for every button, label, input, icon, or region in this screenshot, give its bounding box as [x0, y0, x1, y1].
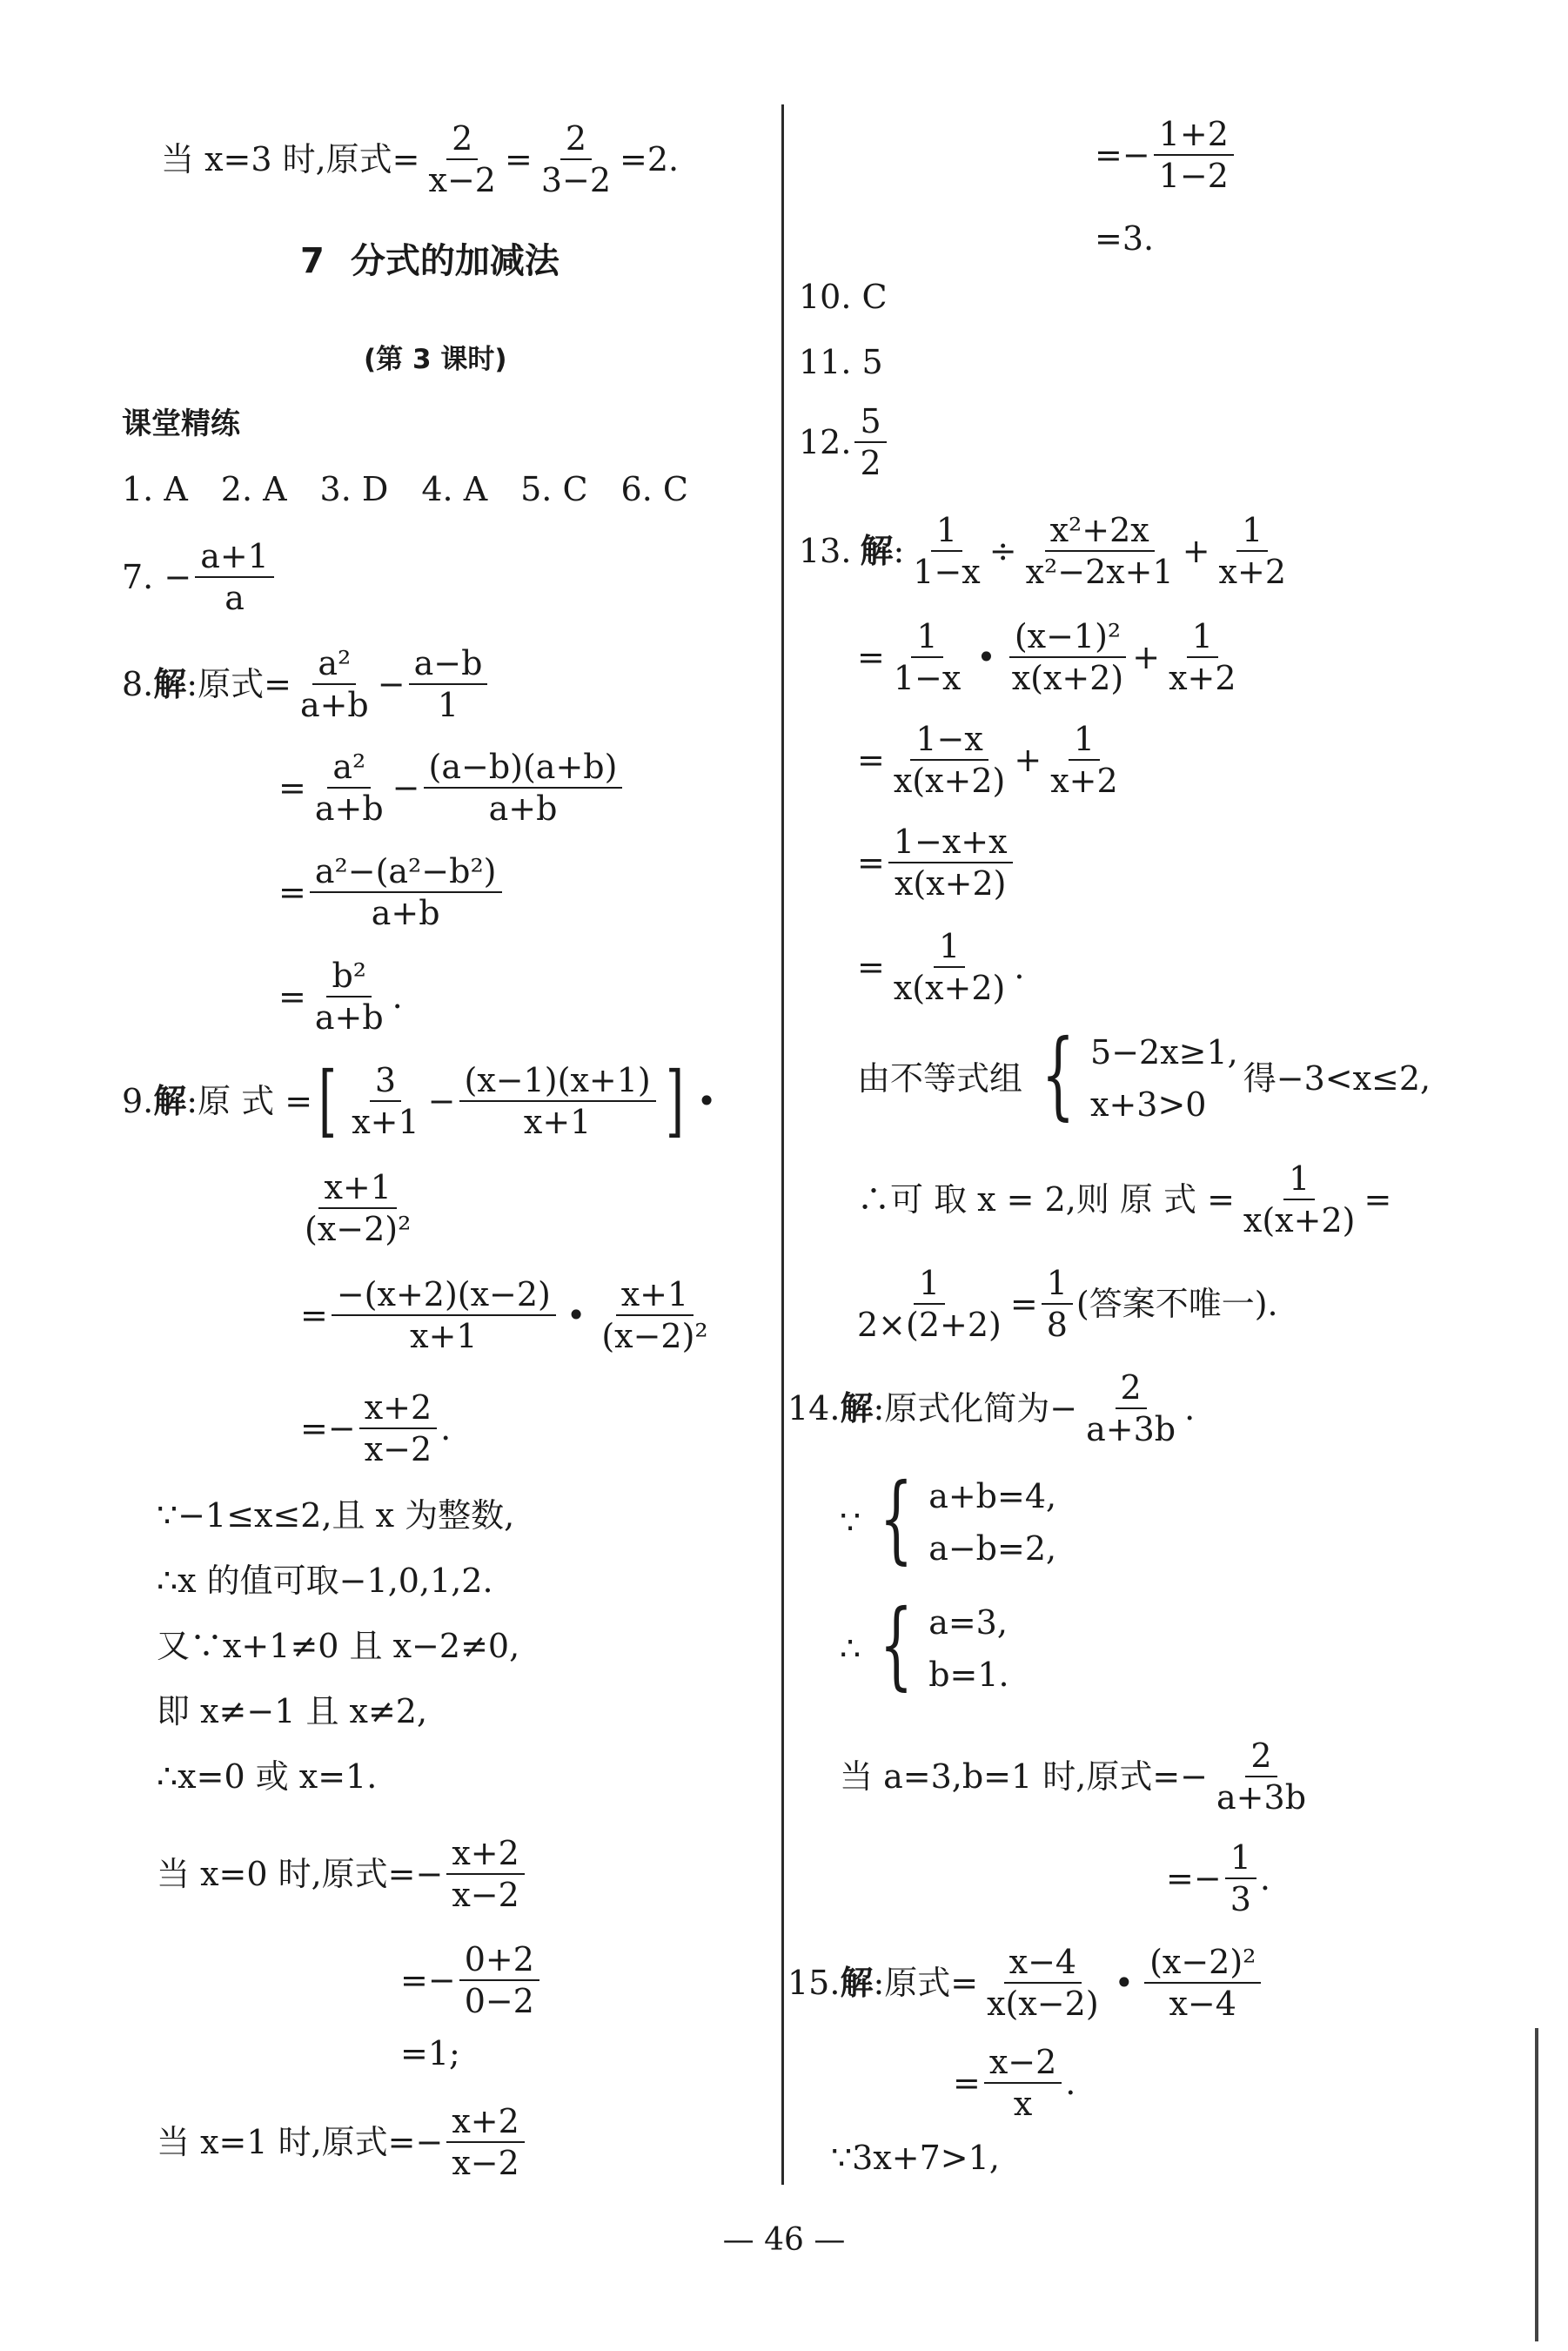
fraction: $\frac{2}{3-2}$ [540, 119, 612, 199]
q14-line-5: =− $\frac{1}{3}$ . [1166, 1838, 1270, 1918]
q8-line-4: = $\frac{\text{b²}}{a+b}$ . [278, 957, 403, 1037]
q8-line-2: = $\frac{\text{a²}}{a+b}$ − $\frac{(a-b)(a+b)}{a+b}$ [278, 750, 626, 825]
q9-case-3: =1; [400, 2034, 460, 2072]
q-prev-conclusion: 当 x=3 时,原式= $\frac{2}{x-2}$ = $\frac{2}{3-2}$ =2. [161, 119, 680, 199]
q9-line-3: = $\frac{-(x+2)(x-2)}{x+1}$ • $\frac{x+1}{\text{(x−2)²}}$ [300, 1278, 717, 1353]
fraction: $\frac{1}{x(x+2)}$ [893, 927, 1006, 1007]
fraction: $\frac{x+1}{\text{(x−2)²}}$ [601, 1275, 708, 1355]
q12-answer: 12. $\frac{5}{2}$ [799, 405, 890, 480]
fraction: $\frac{0+2}{0-2}$ [459, 1943, 539, 2018]
scan-edge-mark [1535, 2028, 1538, 2341]
q14-system-1: ∵ { a+b=4, a−b=2, [840, 1462, 1057, 1574]
q9-case-2: =− $\frac{0+2}{0-2}$ [400, 1943, 543, 2018]
fraction: $\frac{2}{a+3b}$ [1086, 1368, 1176, 1448]
q9-text-1: ∵−1≤x≤2,且 x 为整数, [157, 1496, 515, 1535]
q8-line-3: = $\frac{\text{a²−(a²−b²)}}{a+b}$ [278, 855, 506, 930]
fraction: $\frac{1+2}{1-2}$ [1154, 118, 1234, 192]
q10-answer: 10. C [799, 278, 888, 316]
fraction: $\frac{1}{3}$ [1225, 1841, 1256, 1916]
fraction: $\frac{(x-1)(x+1)}{x+1}$ [459, 1064, 656, 1139]
system-brace: { a=3, b=1. [879, 1589, 1009, 1700]
q13-line-4: = $\frac{1-x+x}{x(x+2)}$ [857, 825, 1016, 900]
fraction: $\frac{1}{8}$ [1042, 1266, 1073, 1341]
q15-line-1: 15. 解 :原式= $\frac{x-4}{x(x-2)}$ • $\frac{\text{(x−2)²}}{x-4}$ [787, 1945, 1264, 2020]
fraction: $\frac{\text{a²}}{a+b}$ [314, 748, 384, 828]
fraction: $\frac{3}{x+1}$ [352, 1061, 419, 1141]
fraction: $\frac{1}{x+2}$ [1050, 720, 1118, 800]
q9-case-1: 当 x=0 时,原式=− $\frac{x+2}{x-2}$ [157, 1837, 528, 1911]
fraction: $\frac{\text{(x−1)²}}{x(x+2)}$ [1007, 620, 1129, 695]
fraction: $\frac{a-b}{1}$ [409, 647, 488, 722]
fraction: $\frac{-(x+2)(x-2)}{x+1}$ [332, 1278, 556, 1353]
fraction: $\frac{1-x+x}{x(x+2)}$ [888, 825, 1013, 900]
fraction: $\frac{(a-b)(a+b)}{a+b}$ [424, 750, 623, 825]
q13-line-2: = $\frac{1}{1-x}$ • $\frac{\text{(x−1)²}}{x(x+2)}$ + $\frac{1}{x+2}$ [857, 620, 1245, 695]
fraction: $\frac{x+2}{x-2}$ [446, 2105, 524, 2180]
q15-line-3: ∵3x+7>1, [831, 2139, 1000, 2177]
fraction: $\frac{1}{2\times(2+2)}$ [857, 1264, 1002, 1344]
q13-inequality-system: 由不等式组 { 5−2x≥1, x+3>0 得−3<x≤2, [857, 1018, 1431, 1130]
q14-line-1: 14. 解 :原式化简为− $\frac{2}{a+3b}$ . [787, 1368, 1196, 1448]
q9-text-4: 即 x≠−1 且 x≠2, [157, 1692, 428, 1730]
fraction: $\frac{2}{a+3b}$ [1216, 1736, 1307, 1817]
q15-line-2: = $\frac{x-2}{x}$ . [953, 2043, 1076, 2123]
q9-cont-1: =− $\frac{1+2}{1-2}$ [1095, 118, 1237, 192]
fraction: $\frac{a+1}{a}$ [195, 540, 274, 615]
fraction: $\frac{\text{a²−(a²−b²)}}{a+b}$ [310, 855, 502, 930]
fraction: $\frac{x+2}{x-2}$ [359, 1391, 437, 1466]
q9-line-4: =− $\frac{x+2}{x-2}$ . [300, 1388, 452, 1468]
fraction: $\frac{1}{x+2}$ [1218, 511, 1286, 591]
fraction: $\frac{1}{1-x}$ [913, 511, 981, 591]
q13-line-7: ∴可 取 x = 2,则 原 式 = $\frac{1}{x(x+2)}$ = [857, 1159, 1392, 1239]
fraction: $\frac{1-x}{x(x+2)}$ [893, 720, 1006, 800]
fraction: $\frac{5}{2}$ [854, 405, 886, 480]
fraction: $\frac{1}{x+2}$ [1169, 617, 1236, 697]
q14-line-4: 当 a=3,b=1 时,原式=− $\frac{2}{a+3b}$ [840, 1739, 1315, 1814]
q13-line-1: 13. 解 : $\frac{1}{1-x}$ ÷ $\frac{\text{x²+2x}}{\text{x²−2x+1}}$ + $\frac{1}{x+2}$ [799, 514, 1295, 588]
q9-text-5: ∴x=0 或 x=1. [157, 1757, 378, 1796]
fraction: $\frac{1}{1-x}$ [893, 617, 962, 697]
lesson-label: (第 3 课时) [364, 344, 507, 375]
fraction: $\frac{x-4}{x(x-2)}$ [987, 1943, 1099, 2023]
fraction: $\frac{\text{(x−2)²}}{x-4}$ [1144, 1945, 1261, 2020]
fraction: $\frac{x+2}{x-2}$ [446, 1837, 524, 1911]
fraction: $\frac{\text{b²}}{a+b}$ [314, 957, 384, 1037]
fraction: $\frac{\text{x²+2x}}{\text{x²−2x+1}}$ [1025, 511, 1174, 591]
q11-answer: 11. 5 [799, 343, 883, 381]
column-divider [781, 104, 784, 2185]
fraction: $\frac{\text{a²}}{a+b}$ [299, 644, 369, 724]
q14-system-2: ∴ { a=3, b=1. [840, 1589, 1009, 1700]
q7-answer: 7. − $\frac{a+1}{a}$ [122, 540, 278, 615]
q9-cont-2: =3. [1095, 219, 1155, 258]
answers-1-6: 1. A 2. A 3. D 4. A 5. C 6. C [122, 470, 688, 508]
q8-line-1: 8. 解 :原式= $\frac{\text{a²}}{a+b}$ − $\frac{a-b}{1}$ [122, 647, 491, 722]
q9-text-2: ∴x 的值可取−1,0,1,2. [157, 1562, 493, 1600]
q9-text-3: 又∵x+1≠0 且 x−2≠0, [157, 1627, 520, 1665]
q13-line-3: = $\frac{1-x}{x(x+2)}$ + $\frac{1}{x+2}$ [857, 722, 1127, 797]
section-label: 课堂精练 [122, 406, 240, 441]
q9-line-1: 9. 解 :原 式 = [ $\frac{3}{x+1}$ − $\frac{(x-1)(x+1)}{x+1}$ ] • [122, 1055, 717, 1146]
fraction: $\frac{1}{x(x+2)}$ [1243, 1159, 1356, 1239]
q9-line-2 [296, 1168, 419, 1248]
system-brace: { 5−2x≥1, x+3>0 [1041, 1018, 1238, 1130]
fraction: $\frac{2}{x-2}$ [428, 119, 496, 199]
system-brace: { a+b=4, a−b=2, [879, 1462, 1057, 1574]
q13-line-8: $\frac{1}{2\times(2+2)}$ = $\frac{1}{8}$ (答案不唯一). [848, 1266, 1278, 1341]
page-number: — 46 — [722, 2222, 846, 2258]
q9-case-4: 当 x=1 时,原式=− $\frac{x+2}{x-2}$ [157, 2105, 528, 2180]
section-heading: 7 分式的加减法 [300, 241, 560, 281]
fraction: $\frac{x-2}{x}$ [984, 2045, 1062, 2120]
q13-line-5: = $\frac{1}{x(x+2)}$ . [857, 927, 1025, 1007]
fraction: $\frac{x+1}{\text{(x−2)²}}$ [305, 1168, 412, 1248]
